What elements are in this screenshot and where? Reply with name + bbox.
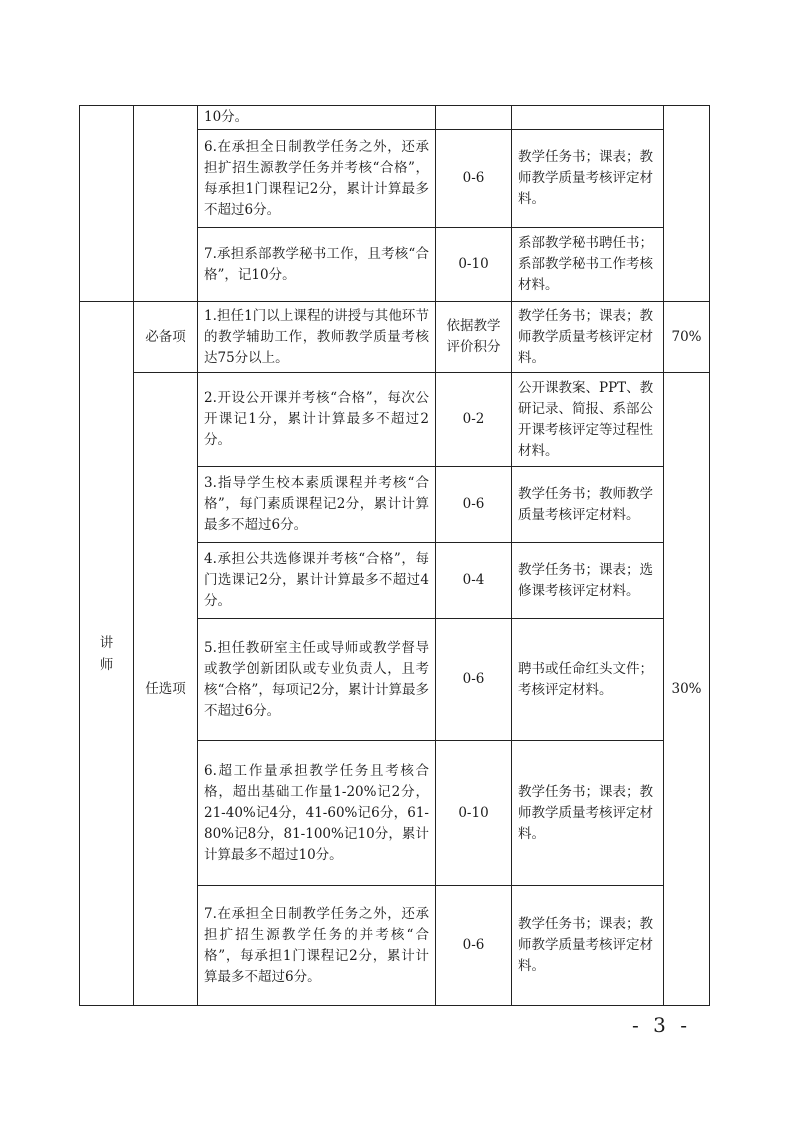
item-description: 5.担任教研室主任或导师或教学督导或教学创新团队或专业负责人，且考核“合格”，每项记2分，累计计算最多不超过6分。 [198,619,436,741]
score-range: 依据教学评价积分 [436,302,512,373]
score-range: 0-10 [436,741,512,886]
item-description: 6.在承担全日制教学任务之外，还承担扩招生源教学任务并考核“合格”，每承担1门课程记2分，累计计算最多不超过6分。 [198,130,436,228]
page-number: - 3 - [632,1013,691,1037]
supporting-materials: 教学任务书；课表；教师教学质量考核评定材料。 [512,130,664,228]
table-row [80,106,710,130]
supporting-materials: 聘书或任命红头文件；考核评定材料。 [512,619,664,741]
score-range: 0-6 [436,130,512,228]
item-description: 4.承担公共选修课并考核“合格”，每门选课记2分，累计计算最多不超过4分。 [198,543,436,619]
role-cell-prev [80,106,134,302]
score-range: 0-6 [436,886,512,1006]
item-description: 10分。 [198,106,436,130]
table-row [80,373,710,467]
assessment-table [79,105,710,1006]
optional-label: 任选项 [134,373,198,1006]
score-range: 0-2 [436,373,512,467]
score-range [436,106,512,130]
item-description: 7.在承担全日制教学任务之外，还承担扩招生源教学任务的并考核“合格”，每承担1门课程记2分，累计计算最多不超过6分。 [198,886,436,1006]
weight-cell-prev [664,106,710,302]
required-label: 必备项 [134,302,198,373]
role-cell [80,302,134,1006]
supporting-materials: 教学任务书；课表；教师教学质量考核评定材料。 [512,886,664,1006]
role-label: 讲师 [99,634,114,673]
score-range: 0-6 [436,467,512,543]
supporting-materials: 公开课教案、PPT、教研记录、简报、系部公开课考核评定等过程性材料。 [512,373,664,467]
score-range: 0-4 [436,543,512,619]
item-description: 2.开设公开课并考核“合格”，每次公开课记1分，累计计算最多不超过2分。 [198,373,436,467]
item-description: 6.超工作量承担教学任务且考核合格，超出基础工作量1-20%记2分，21-40%记4分，41-60%记6分，61-80%记8分，81-100%记10分，累计计算最多不超过10分。 [198,741,436,886]
score-range: 0-10 [436,228,512,302]
supporting-materials: 教学任务书；课表；选修课考核评定材料。 [512,543,664,619]
supporting-materials: 教学任务书；课表；教师教学质量考核评定材料。 [512,302,664,373]
supporting-materials: 教学任务书；课表；教师教学质量考核评定材料。 [512,741,664,886]
item-description: 7.承担系部教学秘书工作，且考核“合格”，记10分。 [198,228,436,302]
supporting-materials [512,106,664,130]
weight-required: 70% [664,302,710,373]
supporting-materials: 教学任务书；教师教学质量考核评定材料。 [512,467,664,543]
table-row [80,302,710,373]
item-description: 1.担任1门以上课程的讲授与其他环节的教学辅助工作，教师教学质量考核达75分以上。 [198,302,436,373]
supporting-materials: 系部教学秘书聘任书；系部教学秘书工作考核材料。 [512,228,664,302]
score-range: 0-6 [436,619,512,741]
type-cell-prev [134,106,198,302]
item-description: 3.指导学生校本素质课程并考核“合格”，每门素质课程记2分，累计计算最多不超过6分。 [198,467,436,543]
weight-optional: 30% [664,373,710,1006]
